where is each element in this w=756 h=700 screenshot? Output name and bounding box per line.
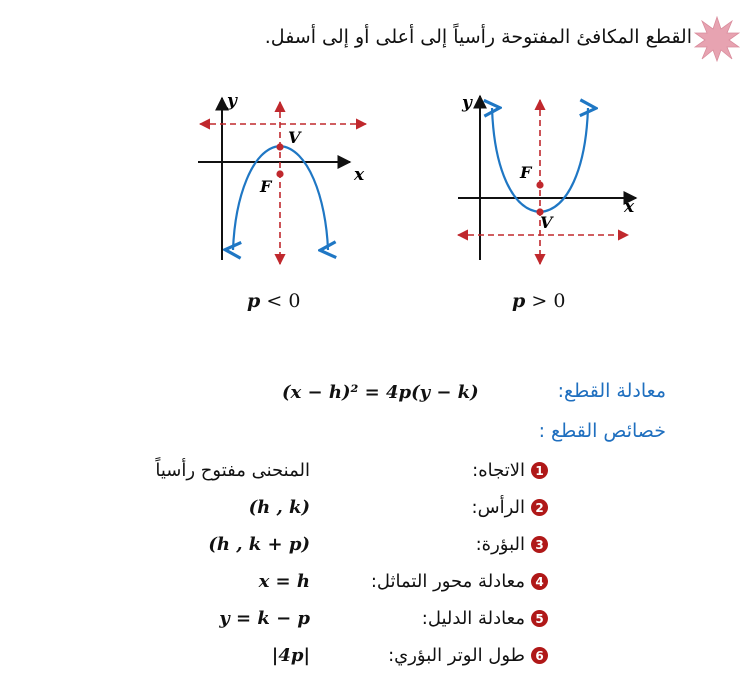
equation-formula: (x − h)² = 4p(y − k) — [282, 382, 479, 403]
focus-label: F — [260, 177, 272, 196]
property-label — [472, 497, 548, 518]
equation-label: معادلة القطع: — [557, 380, 666, 402]
number-badge: 5 — [531, 610, 548, 627]
property-label — [371, 571, 548, 592]
x-axis-label: x — [354, 165, 365, 185]
vertex-label: V — [540, 213, 553, 232]
property-label-text: معادلة محور التماثل: — [370, 571, 525, 592]
number-badge: 2 — [531, 499, 548, 516]
property-value: (h , k) — [248, 497, 310, 518]
number-badge: 4 — [531, 573, 548, 590]
property-value: |4p| — [271, 645, 310, 666]
vertex-point — [276, 143, 283, 150]
caption-right: p > 0 — [512, 290, 566, 312]
properties-heading: خصائص القطع : — [538, 420, 666, 442]
page-title: القطع المكافئ المفتوحة رأسياً إلى أعلى أو إلى أسفل. — [264, 26, 692, 48]
number-badge: 1 — [531, 462, 548, 479]
property-label-text: معادلة الدليل: — [421, 608, 525, 629]
graph-opens-up — [452, 88, 642, 268]
property-label — [388, 645, 548, 666]
property-value: y = k − p — [219, 608, 310, 629]
property-label-text: الاتجاه: — [472, 460, 525, 481]
vertex-label: V — [288, 128, 301, 147]
property-label — [422, 608, 548, 629]
property-value: x = h — [258, 571, 310, 592]
property-label-text: البؤرة: — [475, 534, 525, 555]
property-label-text: الرأس: — [471, 497, 525, 518]
focus-point — [536, 181, 543, 188]
y-axis-label: y — [227, 91, 237, 111]
number-badge: 3 — [531, 536, 548, 553]
property-label-text: طول الوتر البؤري: — [388, 645, 525, 666]
y-axis-label: y — [462, 93, 472, 113]
focus-point — [276, 170, 283, 177]
number-badge: 6 — [531, 647, 548, 664]
property-value: المنحنى مفتوح رأسياً — [155, 460, 310, 481]
caption-left: p < 0 — [247, 290, 301, 312]
focus-label: F — [520, 163, 532, 182]
graph-opens-down — [190, 88, 380, 268]
property-label — [476, 534, 548, 555]
property-label — [472, 460, 548, 481]
property-value: (h , k + p) — [208, 534, 310, 555]
star-burst-icon — [694, 16, 740, 62]
x-axis-label: x — [624, 197, 635, 217]
